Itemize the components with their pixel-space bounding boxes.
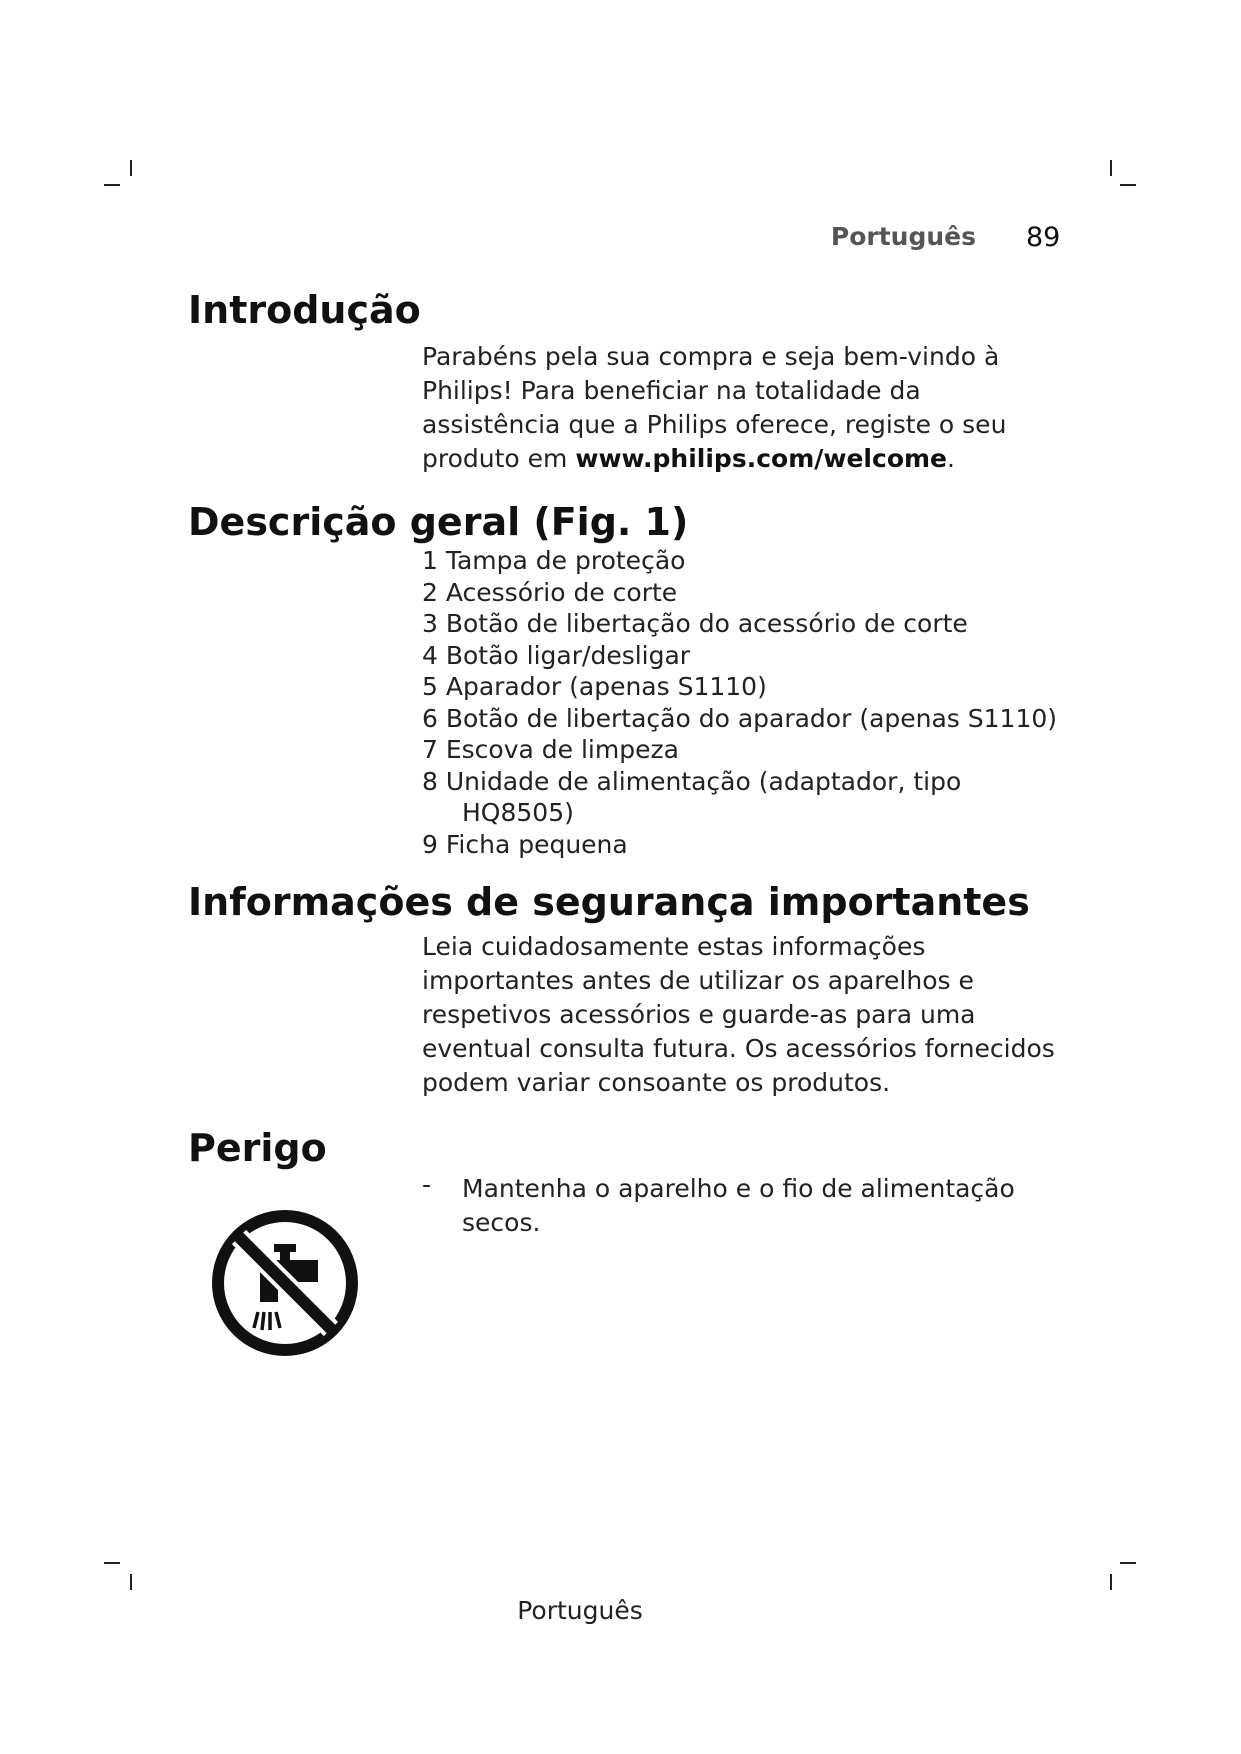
crop-mark <box>104 184 120 186</box>
safety-paragraph: Leia cuidadosamente estas informações importantes antes de utilizar os aparelhos e respetivos acessórios e guarde-as para uma eventual consulta futura. Os acessórios fornecidos podem variar consoante os produtos. <box>422 932 1055 1097</box>
crop-mark <box>1120 1562 1136 1564</box>
list-item: 9 Ficha pequena <box>422 829 628 859</box>
danger-item <box>422 1172 1062 1240</box>
list-item: 3 Botão de libertação do acessório de corte <box>422 609 968 638</box>
list-item: 4 Botão ligar/desligar <box>422 640 691 670</box>
intro-text: Parabéns pela sua compra e seja bem-vindo à Philips! Para beneficiar na totalidade da assistência que a Philips oferece, registe o seu produto em <box>422 342 1007 473</box>
crop-mark <box>1120 184 1136 186</box>
no-water-icon <box>208 1206 362 1360</box>
crop-mark <box>130 160 132 176</box>
crop-mark <box>130 1574 132 1590</box>
footer-language: Português <box>517 1596 643 1625</box>
list-item: 7 Escova de limpeza <box>422 735 679 764</box>
crop-mark <box>104 1562 120 1564</box>
welcome-url: www.philips.com/welcome <box>575 444 947 473</box>
list-item: 5 Aparador (apenas S1110) <box>422 672 767 701</box>
list-item-continuation <box>422 797 1062 829</box>
intro-paragraph <box>422 340 1062 476</box>
page-number: 89 <box>1026 222 1061 253</box>
safety-heading: Informações de segurança importantes <box>188 880 1030 924</box>
crop-mark <box>1110 160 1112 176</box>
bullet-dash: - <box>422 1170 432 1199</box>
list-item-continuation-text: HQ8505) <box>462 798 574 827</box>
running-header <box>0 222 1060 256</box>
list-item: 1 Tampa de proteção <box>422 546 686 575</box>
crop-mark <box>1110 1574 1112 1590</box>
intro-heading: Introdução <box>188 288 421 332</box>
danger-item-text: Mantenha o aparelho e o fio de alimentação secos. <box>462 1174 1015 1237</box>
overview-heading: Descrição geral (Fig. 1) <box>188 500 689 544</box>
parts-list <box>422 545 1062 860</box>
list-item: 6 Botão de libertação do aparador (apenas S1110) <box>422 703 1058 733</box>
header-language: Português <box>830 222 976 251</box>
list-item: 8 Unidade de alimentação (adaptador, tipo <box>422 766 962 796</box>
intro-period: . <box>947 444 955 473</box>
danger-heading: Perigo <box>188 1126 327 1170</box>
list-item: 2 Acessório de corte <box>422 577 678 607</box>
